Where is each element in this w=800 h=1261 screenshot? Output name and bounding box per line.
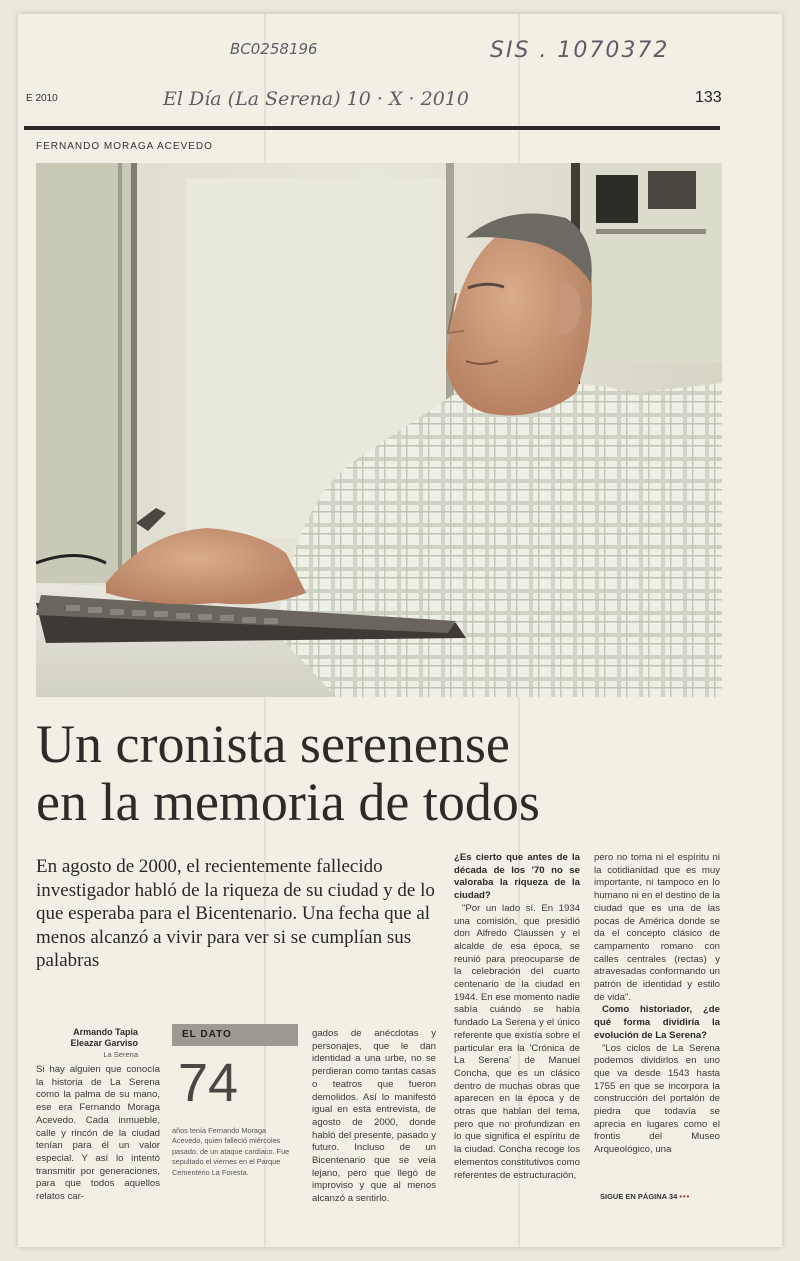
lede: En agosto de 2000, el recientemente fallecido investigador habló de la riqueza de su ciudad y de lo que esperaba para el Bicentenario. Una fecha que al menos alcanzó a vivir para ver si se cumplían sus palabras xyxy=(36,856,435,971)
photo-credit: FERNANDO MORAGA ACEVEDO xyxy=(36,141,213,152)
paragraph: Si hay alguien que conocía la historia de La Serena como la palma de su mano, ese era Fernando Moraga Acevedo. Cada inmueble, calle y rincón de la ciudad tenían para él un valor especial. Y así lo intentó transmitir por generaciones, para que todos aquellos relatos car- xyxy=(36,1064,160,1203)
paragraph: "Los ciclos de La Serena podemos dividirlos en uno que va desde 1543 hasta 1755 en que se incorpora la construcción del portalón de piedra que todavía se aprecia en lugares como el frontis del Museo Arqueológico, una xyxy=(594,1042,720,1156)
page-number: 133 xyxy=(695,89,722,106)
article-photo xyxy=(36,163,722,697)
continued-note xyxy=(600,1192,690,1201)
dato-label: EL DATO xyxy=(182,1029,232,1040)
headline-line-2: en la memoria de todos xyxy=(36,772,540,832)
paragraph: gados de anécdotas y personajes, que le dan identidad a una urbe, no se perdieran como tantas casas o teatros que fueron demolidos. Así lo manifestó igual en esta entrevista, de agosto de 2000, donde habló del presente, pasado y futuro. Incluso de un Bicentenario que se veía lejano, pero que llegó de improviso y que al menos alcanzó a sentirlo. xyxy=(312,1028,436,1205)
author-name: Eleazar Garviso xyxy=(70,1038,138,1048)
article-column-5 xyxy=(594,852,720,1157)
dato-label-bar xyxy=(172,1024,298,1046)
continued-label: SIGUE EN PÁGINA 34 xyxy=(600,1192,678,1201)
dato-caption: años tenía Fernando Moraga Acevedo, quien falleció miércoles pasado, de un ataque cardíaco. Fue sepultado el viernes en el Parque Cementerio La Foresta. xyxy=(172,1126,290,1177)
article-column-1 xyxy=(36,1064,160,1204)
headline-line-1: Un cronista serenense xyxy=(36,714,510,774)
dato-number: 74 xyxy=(178,1053,239,1113)
interview-question: Como historiador, ¿de qué forma dividiría la evolución de La Serena? xyxy=(594,1004,720,1041)
catalog-code-annotation: BC0258196 xyxy=(230,40,318,58)
headline xyxy=(36,715,736,831)
paragraph: pero no toma ni el espíritu ni la cotidianidad que es muy importante, ni tampoco en lo humano ni en el destino de la ciudad que es una de las pocas de América donde se da el concepto clásico de campamento romano con calles centrales (rectas) y atravesadas conformando un patrón de identidad y estilo de vida". xyxy=(594,852,720,1003)
interview-question: ¿Es cierto que antes de la década de los '70 no se valoraba la riqueza de la ciudad? xyxy=(454,852,580,902)
paragraph: "Por un lado sí. En 1934 una comisión, que presidió don Alfredo Claussen y el alcalde de esa época, se reunió para preocuparse de la celebración del cuarto centenario de la ciudad en 1944. En ese momento nadie sabía cuándo se había fundado La Serena y el único referente que existía sobre el particular era la 'Crónica de La Serena' de Manuel Concha, que es un clásico dentro de muchas obras que aparecen en la época y de otras que hablan del tema, pero que no profundizan en lo que significa el espíritu de la ciudad. Concha recoge los elementos constitutivos como referentes de estructuración, xyxy=(454,902,580,1181)
file-code-annotation: SIS . 1070372 xyxy=(490,38,670,63)
byline-location: La Serena xyxy=(103,1050,138,1059)
header-date: E 2010 xyxy=(26,93,58,104)
dato-box xyxy=(172,1024,298,1178)
continued-marker: ••• xyxy=(679,1192,691,1201)
header-rule xyxy=(24,126,720,130)
article-column-4 xyxy=(454,852,580,1182)
article-column-3 xyxy=(312,1028,436,1206)
publication-note-annotation: El Día (La Serena) 10 · X · 2010 xyxy=(163,88,469,110)
author-name: Armando Tapia xyxy=(73,1027,138,1037)
byline xyxy=(36,1027,138,1060)
